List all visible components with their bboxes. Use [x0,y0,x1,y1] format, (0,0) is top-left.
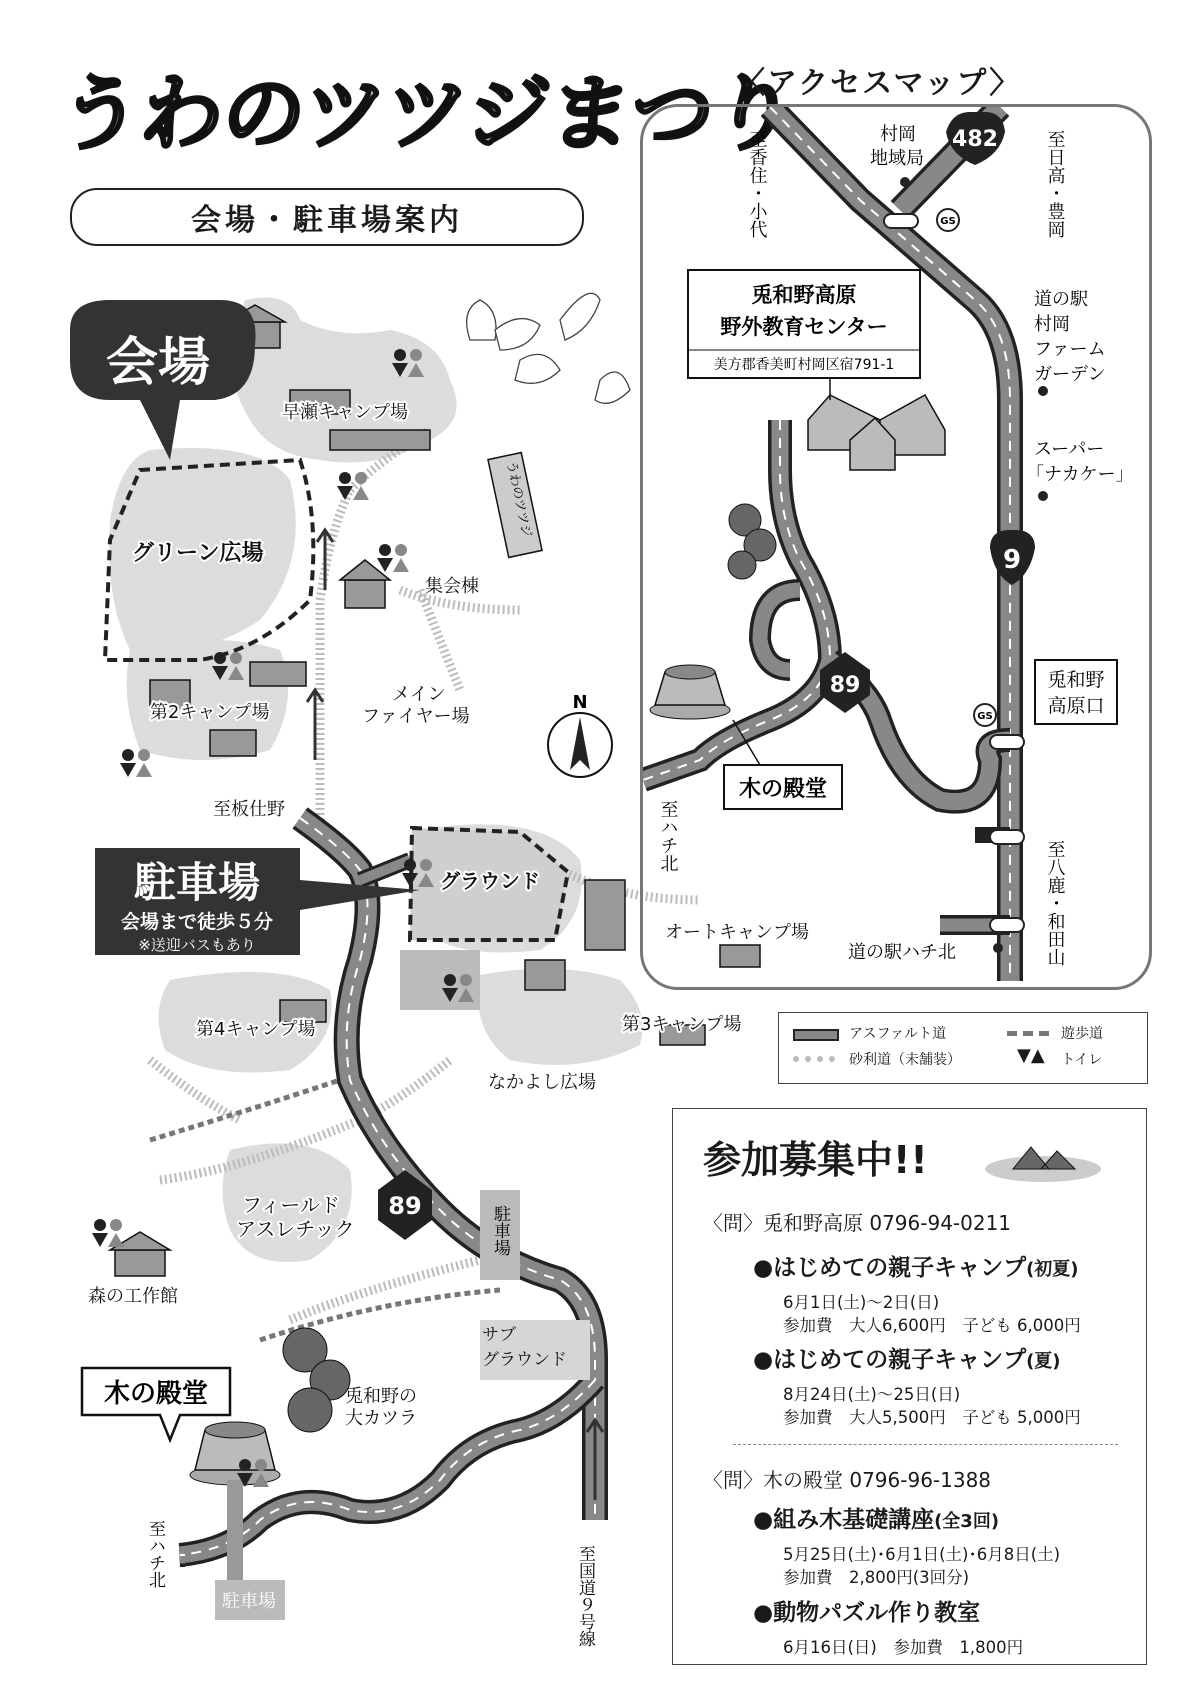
svg-text:至国道９号線: 至国道９号線 [575,1545,595,1647]
svg-text:道の駅: 道の駅 [1034,289,1088,310]
title-logo [54,50,801,170]
venue-bubble [70,300,256,460]
svg-text:駐車場: 駐車場 [222,1591,276,1612]
svg-text:大カツラ: 大カツラ [345,1408,417,1429]
outdoor-center-label [688,270,920,378]
event2-title: ●はじめての親子キャンプ(夏) [753,1347,1061,1373]
svg-text:グラウンド: グラウンド [440,869,540,893]
svg-text:道の駅ハチ北: 道の駅ハチ北 [848,942,956,963]
svg-text:野外教育センター: 野外教育センター [720,315,888,339]
svg-text:89: 89 [388,1192,422,1220]
event3-date: 5月25日(土)･6月1日(土)･6月8日(土) [783,1545,1061,1564]
svg-text:ファーム: ファーム [1034,339,1106,360]
svg-text:メイン: メイン [392,684,446,705]
access-kinodendo-label [724,765,842,809]
subtitle-pill: 会場・駐車場案内 [70,188,584,246]
svg-text:ファイヤー場: ファイヤー場 [362,706,470,727]
svg-text:第3キャンプ場: 第3キャンプ場 [622,1014,742,1035]
event1-date: 6月1日(土)～2日(日) [783,1293,940,1312]
svg-text:482: 482 [952,127,998,152]
map-legend [778,1012,1148,1084]
svg-text:※送迎バスもあり: ※送迎バスもあり [138,936,256,954]
svg-text:会場まで徒歩５分: 会場まで徒歩５分 [120,911,274,933]
svg-text:うわのツツジ: うわのツツジ [503,459,534,539]
access-map [640,104,1146,984]
svg-text:ガーデン: ガーデン [1034,364,1106,385]
svg-text:9: 9 [1002,545,1022,575]
svg-text:高原口: 高原口 [1047,695,1105,717]
tent-illustration [983,1139,1103,1183]
azalea-illustration [467,293,630,403]
access-map-heading: 〈アクセスマップ〉 [735,66,1022,101]
contact-uwano: 〈問〉兎和野高原 0796-94-0211 [703,1211,1012,1235]
svg-text:オートキャンプ場: オートキャンプ場 [665,922,809,943]
legend-gravel-swatch [793,1056,835,1068]
event4-title: ●動物パズル作り教室 [753,1600,981,1626]
svg-text:地域局: 地域局 [870,148,924,169]
svg-text:GS: GS [977,711,993,722]
svg-text:美方郡香美町村岡区宿791-1: 美方郡香美町村岡区宿791-1 [713,357,895,373]
svg-text:なかよし広場: なかよし広場 [488,1072,596,1093]
event1-fee: 参加費 大人6,600円 子ども 6,000円 [783,1316,1081,1335]
svg-text:至香住・小代: 至香住・小代 [746,130,768,238]
svg-text:至ハチ北: 至ハチ北 [145,1520,165,1588]
event3-fee: 参加費 2,800円(3回分) [783,1568,970,1587]
svg-text:グラウンド: グラウンド [482,1350,567,1370]
svg-text:フィールド: フィールド [242,1193,340,1217]
svg-text:至八鹿・和田山: 至八鹿・和田山 [1044,840,1066,966]
uwano-entrance-label [1035,660,1117,724]
separator [733,1444,1118,1445]
festival-banner [488,453,542,558]
svg-text:グリーン広場: グリーン広場 [132,541,264,566]
svg-text:兎和野の: 兎和野の [345,1386,417,1407]
svg-text:会場: 会場 [105,333,211,393]
svg-text:至ハチ北: 至ハチ北 [657,800,679,872]
svg-text:N: N [572,692,588,713]
event2-date: 8月24日(土)～25日(日) [783,1385,961,1404]
svg-text:村岡: 村岡 [1034,314,1070,335]
svg-text:89: 89 [829,673,861,698]
svg-text:木の殿堂: 木の殿堂 [103,1379,209,1409]
event2-fee: 参加費 大人5,500円 子ども 5,000円 [783,1408,1081,1427]
svg-text:兎和野高原: 兎和野高原 [751,283,857,307]
legend-promenade-swatch [1007,1031,1049,1036]
svg-text:駐車場: 駐車場 [490,1205,510,1256]
svg-text:集会棟: 集会棟 [425,576,479,597]
svg-text:第4キャンプ場: 第4キャンプ場 [196,1019,316,1040]
svg-text:サブ: サブ [482,1325,516,1345]
svg-text:第2キャンプ場: 第2キャンプ場 [150,702,270,723]
event3-title: ●組み木基礎講座(全3回) [753,1507,1000,1533]
svg-text:アスレチック: アスレチック [236,1217,355,1241]
event4-fee: 6月16日(日) 参加費 1,800円 [783,1638,1024,1657]
legend-promenade-label: 遊歩道 [1061,1026,1103,1042]
title-text: うわのツツジまつり [54,67,801,162]
recruit-heading: 参加募集中!! [703,1138,928,1182]
contact-kinodendo: 〈問〉木の殿堂 0796-96-1388 [703,1468,992,1492]
svg-text:木の殿堂: 木の殿堂 [738,777,828,802]
recruitment-box [672,1108,1147,1665]
svg-text:至日高・豊岡: 至日高・豊岡 [1044,130,1066,238]
svg-text:森の工作館: 森の工作館 [88,1286,178,1307]
svg-text:GS: GS [940,216,956,227]
toilet-icon: ▼▲ [1017,1045,1045,1066]
legend-asphalt-label: アスファルト道 [849,1026,947,1042]
svg-text:早瀬キャンプ場: 早瀬キャンプ場 [282,402,408,423]
legend-asphalt-swatch [793,1029,839,1041]
svg-text:兎和野: 兎和野 [1047,669,1105,691]
north-compass [548,692,612,777]
svg-text:村岡: 村岡 [880,124,916,145]
event1-title: ●はじめての親子キャンプ(初夏) [753,1255,1079,1281]
svg-text:至板仕野: 至板仕野 [213,799,285,820]
kinodendo-building-icon [190,1422,280,1485]
svg-text:「ナカケー」: 「ナカケー」 [1026,464,1134,485]
svg-text:スーパー: スーパー [1034,439,1105,460]
legend-toilet-label: トイレ [1061,1052,1103,1068]
svg-text:駐車場: 駐車場 [133,858,261,907]
legend-gravel-label: 砂利道（未舗装） [849,1052,961,1068]
